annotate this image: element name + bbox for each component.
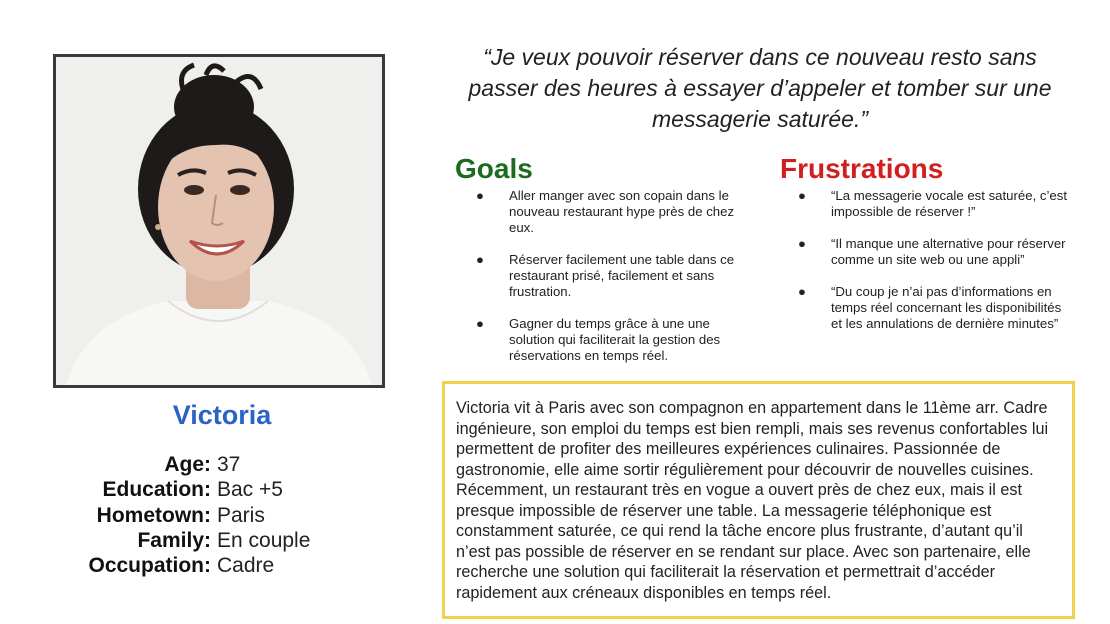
persona-name: Victoria bbox=[172, 400, 272, 430]
bullet-icon: ● bbox=[476, 316, 484, 331]
fact-label: Family: bbox=[137, 528, 211, 552]
persona-story: Victoria vit à Paris avec son compagnon en appartement dans le 11ème arr. Cadre ingénieure, son emploi du temps est bien rempli, mais ses revenus confortables lui permettent de profiter des meilleures expériences culinaires. Passionnée de gastronomie, elle aime sortir régulièrement pour découvrir de nouvelles cuisines. Récemment, un restaurant très en vogue a ouvert près de chez eux, mais il est presque impossible de réserver une table. La messagerie téléphonique est constamment saturée, ce qui rend la tâche encore plus frustrante, d’autant qu’il n’est pas possible de réserver en se rendant sur place. Avec son partenaire, elle recherche une solution qui faciliterait la réservation et permettrait d’accéder rapidement aux créneaux disponibles en temps réel. bbox=[442, 381, 1075, 619]
fact-label: Age: bbox=[164, 453, 211, 476]
frustrations-list bbox=[798, 188, 1068, 348]
frustration-item bbox=[798, 284, 1068, 332]
persona-quote: “Je veux pouvoir réserver dans ce nouveau resto sans passer des heures à essayer d’appeler et tomber sur une messagerie saturée.” bbox=[468, 44, 1052, 132]
fact-label: Hometown: bbox=[96, 503, 211, 527]
goals-list bbox=[476, 188, 746, 380]
goal-text: Gagner du temps grâce à une une solution qui faciliterait la gestion des réservations en temps réel. bbox=[509, 316, 721, 363]
goal-text: Réserver facilement une table dans ce restaurant prisé, facilement et sans frustration. bbox=[509, 252, 735, 299]
bullet-icon: ● bbox=[476, 188, 484, 203]
persona-facts bbox=[60, 452, 310, 578]
frustration-text: “Du coup je n’ai pas d’informations en temps réel concernant les disponibilités et les annulations de dernière minutes” bbox=[831, 284, 1062, 331]
fact-value: 37 bbox=[217, 453, 241, 476]
bullet-icon: ● bbox=[476, 252, 484, 267]
goal-item bbox=[476, 252, 746, 300]
frustration-item bbox=[798, 236, 1068, 268]
bullet-icon: ● bbox=[798, 284, 806, 299]
fact-value: Cadre bbox=[217, 554, 275, 578]
goal-item bbox=[476, 188, 746, 236]
fact-label: Occupation: bbox=[88, 554, 211, 578]
fact-label: Education: bbox=[102, 478, 211, 502]
persona-photo bbox=[53, 54, 385, 388]
fact-row-family bbox=[60, 528, 310, 553]
portrait-photo-icon bbox=[56, 57, 382, 385]
fact-row-education bbox=[60, 477, 310, 502]
fact-row-age bbox=[60, 452, 310, 477]
fact-value: En couple bbox=[217, 528, 311, 552]
fact-value: Paris bbox=[217, 503, 265, 527]
frustration-text: “Il manque une alternative pour réserver comme un site web ou une appli” bbox=[831, 236, 1066, 267]
fact-value: Bac +5 bbox=[217, 478, 283, 502]
goals-title: Goals bbox=[455, 153, 533, 184]
frustration-text: “La messagerie vocale est saturée, c’est impossible de réserver !” bbox=[831, 188, 1068, 219]
bullet-icon: ● bbox=[798, 188, 806, 203]
frustration-item bbox=[798, 188, 1068, 220]
goal-item bbox=[476, 316, 746, 364]
fact-row-hometown bbox=[60, 503, 310, 528]
bullet-icon: ● bbox=[798, 236, 806, 251]
frustrations-title: Frustrations bbox=[780, 153, 944, 184]
goal-text: Aller manger avec son copain dans le nouveau restaurant hype près de chez eux. bbox=[509, 188, 735, 235]
fact-row-occupation bbox=[60, 553, 310, 578]
